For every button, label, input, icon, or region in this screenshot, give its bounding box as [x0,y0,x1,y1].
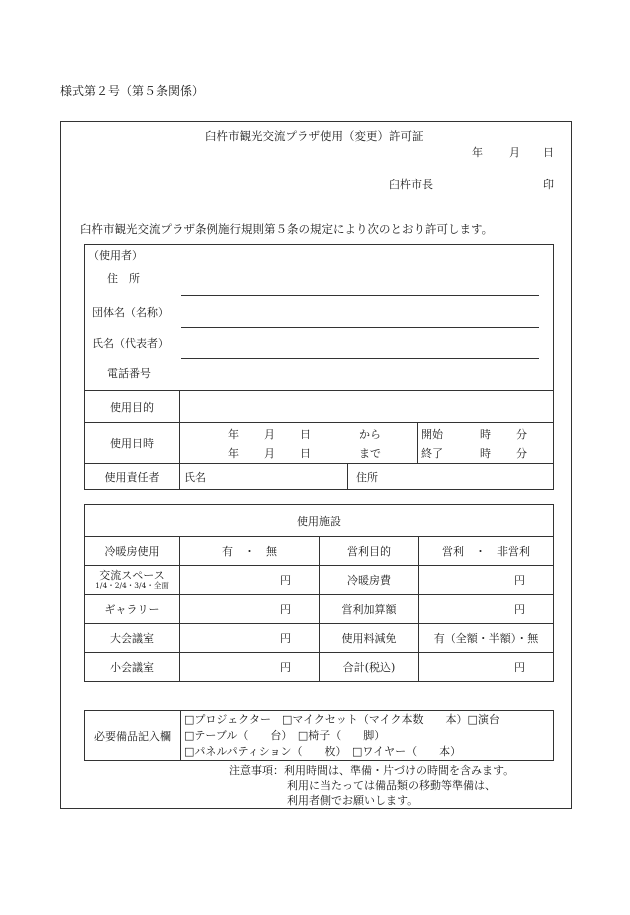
equipment-label: 必要備品記入欄 [85,711,181,761]
equipment-line-2[interactable]: □テーブル（ 台） □椅子（ 脚） [184,728,386,742]
small-room-fee[interactable]: 円 [180,653,320,682]
commercial-surcharge-label: 営利加算額 [320,595,419,624]
equipment-line-1[interactable]: □プロジェクター □マイクセット（マイク本数 本）□演台 [184,712,500,726]
notes-line-1: 注意事項：利用時間は、準備・片づけの時間を含みます。 [229,764,515,777]
exchange-space-portion: 1/4・2/4・3/4・全面 [95,580,169,590]
group-label: 団体名（名称） [92,306,169,319]
date-from-year: 年 [228,428,239,441]
datetime-dates[interactable] [180,423,418,464]
total-value[interactable]: 円 [419,653,554,682]
date-to-day: 日 [300,447,311,460]
issuer-name: 臼杵市長 [389,178,433,191]
commercial-purpose-label: 営利目的 [320,537,419,566]
applicant-section [85,245,554,391]
applicant-heading: （使用者） [88,249,143,262]
commercial-surcharge-value[interactable]: 円 [419,595,554,624]
fee-reduction-label: 使用料減免 [320,624,419,653]
date-to-year: 年 [228,447,239,460]
date-to-month: 月 [264,447,275,460]
commercial-purpose-choice[interactable]: 営利 ・ 非営利 [419,537,554,566]
phone-label: 電話番号 [107,367,151,380]
end-label: 終了 [421,447,443,460]
facilities-table [84,504,554,682]
from-label: から [359,428,381,441]
exchange-space-fee[interactable]: 円 [180,566,320,595]
datetime-times[interactable] [418,423,554,464]
resp-name-label: 氏名 [184,470,206,484]
equipment-options[interactable] [181,711,554,761]
responsible-address-field[interactable] [348,464,554,490]
small-room-label: 小会議室 [85,653,180,682]
ac-use-choice[interactable]: 有 ・ 無 [180,537,320,566]
purpose-field[interactable] [180,391,554,423]
permit-statement: 臼杵市観光交流プラザ条例施行規則第５条の規定により次のとおり許可します。 [80,222,494,236]
ac-fee-value[interactable]: 円 [419,566,554,595]
start-label: 開始 [421,428,443,441]
resp-address-label: 住所 [356,470,378,484]
start-minute: 分 [516,428,527,441]
total-label: 合計(税込) [320,653,419,682]
date-from-month: 月 [264,428,275,441]
equipment-table [84,710,554,761]
gallery-fee[interactable]: 円 [180,595,320,624]
date-day: 日 [543,146,554,159]
form-number: 様式第２号（第５条関係） [60,84,205,98]
usage-table [84,244,554,490]
ac-use-label: 冷暖房使用 [85,537,180,566]
issuer-seal: 印 [543,178,554,191]
responsible-label: 使用責任者 [85,464,180,490]
equipment-line-3[interactable]: □パネルパティション（ 枚） □ワイヤー（ 本） [184,744,462,758]
end-hour: 時 [480,447,491,460]
date-year: 年 [472,146,483,159]
exchange-space-label [85,566,180,595]
until-label: まで [359,447,381,460]
purpose-label: 使用目的 [85,391,180,423]
address-line[interactable] [181,295,539,296]
ac-fee-label: 冷暖房費 [320,566,419,595]
notes-line-2: 利用に当たっては備品類の移動等準備は、 [287,779,496,792]
notes-line-3: 利用者側でお願いします。 [287,794,419,807]
end-minute: 分 [516,447,527,460]
responsible-name-field[interactable] [180,464,348,490]
date-month: 月 [509,146,520,159]
permit-title: 臼杵市観光交流プラザ使用（変更）許可証 [205,129,424,143]
name-line[interactable] [181,358,539,359]
address-label: 住 所 [107,272,140,285]
name-label: 氏名（代表者） [92,337,169,350]
start-hour: 時 [480,428,491,441]
fee-reduction-choice[interactable]: 有（全額・半額）・無 [419,624,554,653]
large-room-fee[interactable]: 円 [180,624,320,653]
gallery-label: ギャラリー [85,595,180,624]
group-line[interactable] [181,327,539,328]
facilities-heading: 使用施設 [85,505,554,537]
datetime-label: 使用日時 [85,423,180,464]
large-room-label: 大会議室 [85,624,180,653]
exchange-space-title: 交流スペース [99,569,165,583]
date-from-day: 日 [300,428,311,441]
